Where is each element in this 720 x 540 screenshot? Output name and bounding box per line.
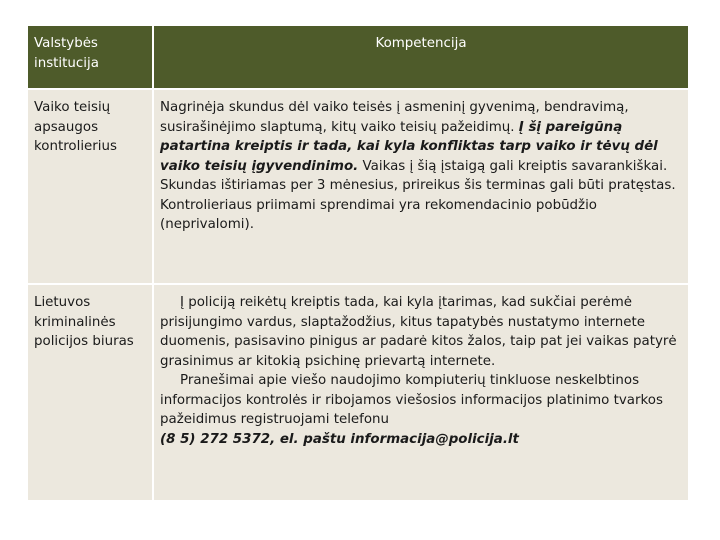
table-row	[28, 90, 688, 283]
competence-paragraph	[160, 293, 682, 371]
institution-cell: Lietuvos kriminalinės policijos biuras	[28, 285, 152, 500]
competence-cell	[154, 285, 688, 500]
contact-info: (8 5) 272 5372, el. paštu informacija@policija.lt	[160, 431, 519, 447]
institution-cell: Vaiko teisių apsaugos kontrolierius	[28, 90, 152, 283]
competence-text: Nagrinėja skundus dėl vaiko teisės į asmeninį gyvenimą, bendravimą, susirašinėjimo slaptumą, kitų vaiko teisių pažeidimų.	[160, 100, 629, 135]
competence-paragraph	[160, 371, 682, 430]
competence-emphasis: Į šį pareigūną patartina kreiptis ir tada, kai kyla konfliktas tarp vaiko ir tėvų dėl vaiko teisių įgyvendinimo.	[160, 119, 658, 174]
competence-table	[26, 24, 690, 502]
table-row	[28, 285, 688, 500]
competence-text-rest: Vaikas į šią įstaigą gali kreiptis savarankiškai. Skundas ištiriamas per 3 mėnesius, prireikus šis terminas gali būti pratęstas. Kontrolieriaus priimami sprendimai yra rekomendacinio pobūdžio (neprivalomi).	[160, 158, 676, 233]
competence-text: Į policiją reikėtų kreiptis tada, kai kyla įtarimas, kad sukčiai perėmė prisijungimo vardus, slaptažodžius, kitus tapatybės nustatymo internete duomenis, pasisavino pinigus ar padarė kitos žalos, taip pat jei vaikas patyrė grasinimus ar kitokią psichinę prievartą internete.	[160, 295, 677, 369]
competence-text: Pranešimai apie viešo naudojimo kompiuterių tinkluose neskelbtinos informacijos kontrolės ir ribojamos viešosios informacijos platinimo tvarkos pažeidimus registruojami telefonu	[160, 373, 663, 428]
header-institution: Valstybės institucija	[28, 26, 152, 88]
table-header-row	[28, 26, 688, 88]
competence-cell	[154, 90, 688, 283]
header-competence: Kompetencija	[154, 26, 688, 88]
